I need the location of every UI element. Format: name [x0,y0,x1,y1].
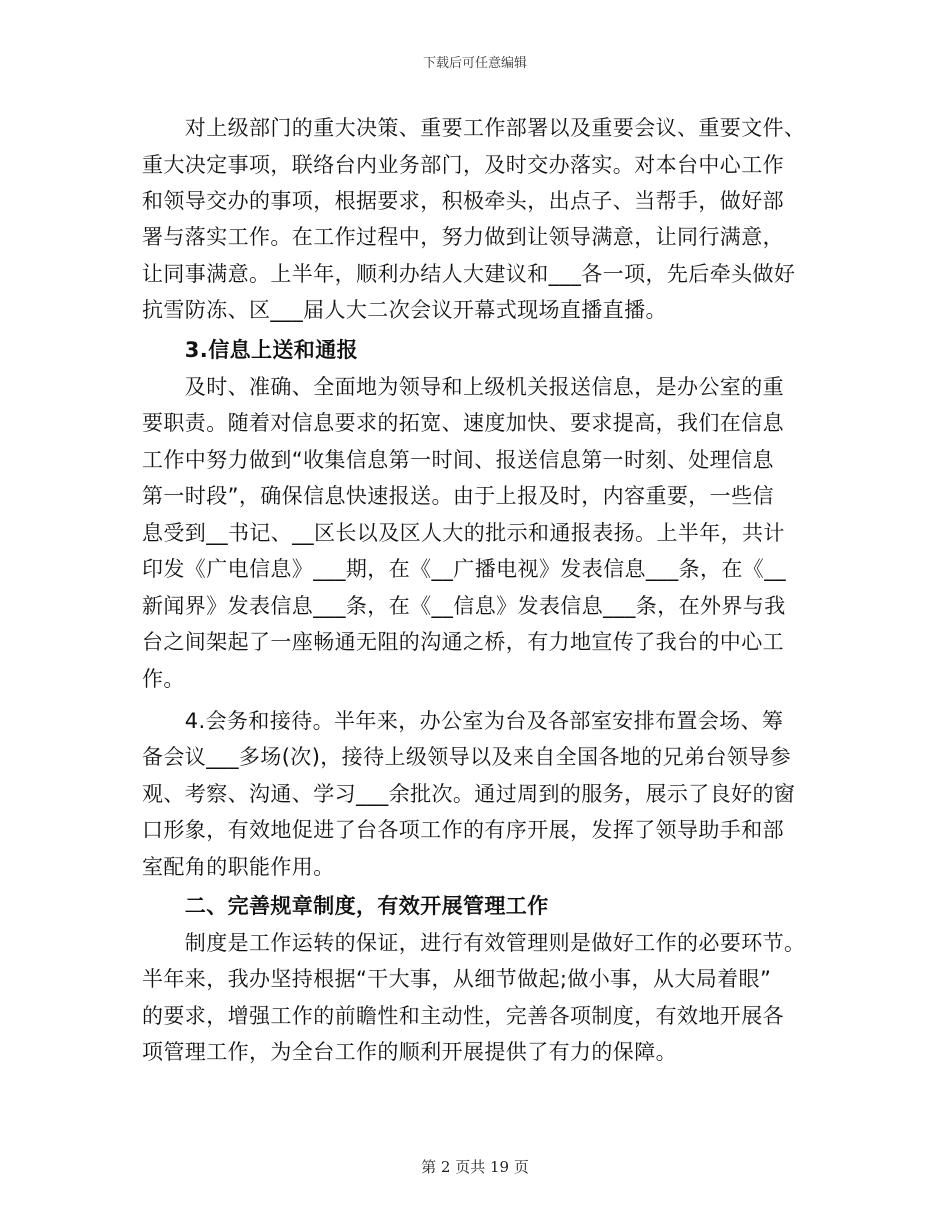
body-line: 半年来，我办坚持根据“干大事，从细节做起;做小事，从大局着眼” [142,967,772,991]
body-line: 工作中努力做到“收集信息第一时间、报送信息第一时刻、处理信息 [142,448,774,472]
page-header: 下载后可任意编辑 [422,56,527,71]
body-line: 抗雪防冻、区___届人大二次会议开幕式现场直播直播。 [142,298,667,322]
body-line: 新闻界》发表信息___条，在《__信息》发表信息___条，在外界与我 [142,594,786,618]
body-line: 口形象，有效地促进了台各项工作的有序开展，发挥了领导助手和部 [142,818,784,842]
body-line: 台之间架起了一座畅通无阻的沟通之桥，有力地宣传了我台的中心工 [142,630,784,654]
page-number: 第 2 页共 19 页 [421,1158,529,1176]
body-line: 息受到__书记、__区长以及区人大的批示和通报表扬。上半年，共计 [142,521,785,545]
body-line: 作。 [142,667,185,691]
body-line: 第一时段”，确保信息快速报送。由于上报及时，内容重要，一些信 [142,484,774,508]
section-heading: 二、完善规章制度，有效开展管理工作 [142,894,549,918]
body-line: 重大决定事项，联络台内业务部门，及时交办落实。对本台中心工作 [142,153,784,177]
body-line: 备会议___多场(次)，接待上级领导以及来自全国各地的兄弟台领导参 [142,745,792,769]
body-line: 对上级部门的重大决策、重要工作部署以及重要会议、重要文件、 [142,116,806,140]
body-line: 观、考察、沟通、学习___余批次。通过周到的服务，展示了良好的窗 [142,782,796,806]
body-line: 要职责。随着对信息要求的拓宽、速度加快、要求提高，我们在信息 [142,411,784,435]
body-line: 及时、准确、全面地为领导和上级机关报送信息，是办公室的重 [142,375,784,399]
body-line: 让同事满意。上半年，顺利办结人大建议和___各一项，先后牵头做好 [142,262,796,286]
body-line: 印发《广电信息》___期，在《__广播电视》发表信息___条，在《__ [142,557,786,581]
body-line: 的要求，增强工作的前瞻性和主动性，完善各项制度，有效地开展各 [142,1004,784,1028]
body-line: 署与落实工作。在工作过程中，努力做到让领导满意，让同行满意， [142,225,784,249]
body-line: 室配角的职能作用。 [142,855,335,879]
body-line: 4.会务和接待。半年来，办公室为台及各部室安排布置会场、筹 [142,709,784,733]
body-line: 和领导交办的事项，根据要求，积极牵头，出点子、当帮手，做好部 [142,189,784,213]
body-line: 制度是工作运转的保证，进行有效管理则是做好工作的必要环节。 [142,931,806,955]
body-line: 项管理工作，为全台工作的顺利开展提供了有力的保障。 [142,1040,677,1064]
section-heading: 3.信息上送和通报 [142,338,358,362]
